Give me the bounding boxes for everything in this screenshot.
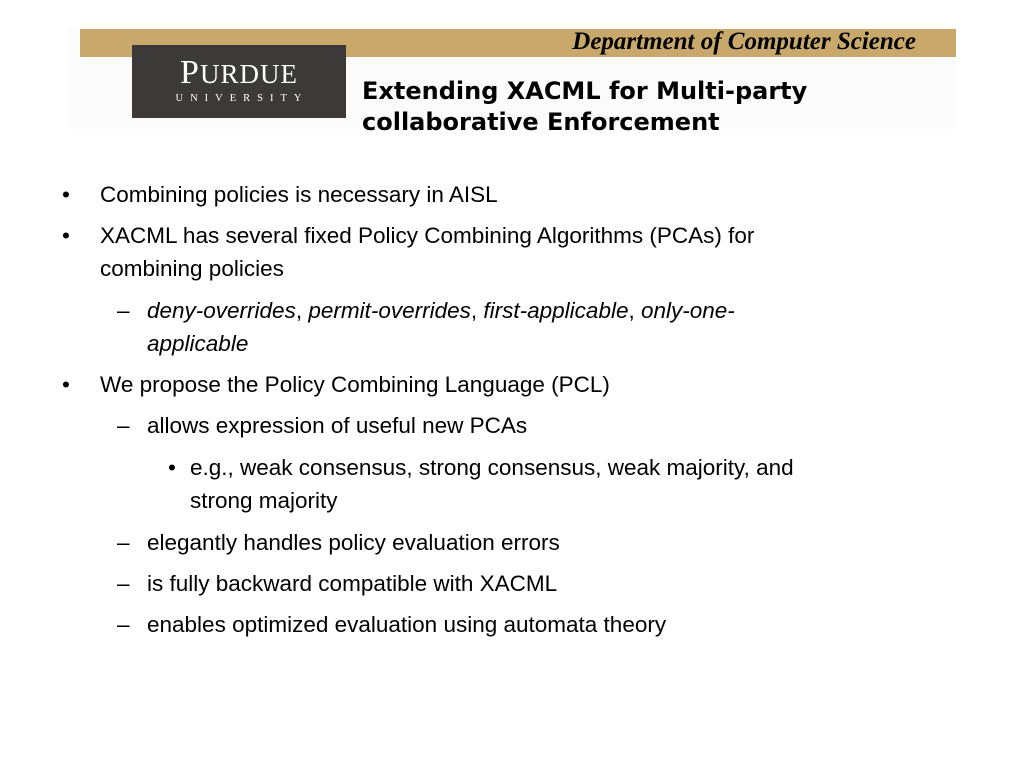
dash-marker: – bbox=[117, 612, 130, 637]
department-label: Department of Computer Science bbox=[572, 28, 916, 55]
dash-marker: – bbox=[117, 298, 130, 323]
bullet-3: We propose the Policy Combining Language (PCL) bbox=[100, 372, 610, 397]
bullet-3-sub-1-sub-1-line1: e.g., weak consensus, strong consensus, weak majority, and bbox=[190, 455, 794, 480]
dash-marker: – bbox=[117, 530, 130, 555]
bullet-2-line1: XACML has several fixed Policy Combining Algorithms (PCAs) for bbox=[100, 223, 755, 248]
bullet-3-sub-2: elegantly handles policy evaluation errors bbox=[147, 530, 560, 555]
bullet-marker: • bbox=[62, 182, 70, 207]
bullet-3-sub-3: is fully backward compatible with XACML bbox=[147, 571, 558, 596]
bullet-2-sub-1-line2: applicable bbox=[147, 331, 249, 356]
slide-title-line2: collaborative Enforcement bbox=[362, 108, 720, 136]
bullet-1: Combining policies is necessary in AISL bbox=[100, 182, 498, 207]
dash-marker: – bbox=[117, 571, 130, 596]
bullet-2-sub-1-line1: deny-overrides, permit-overrides, first-applicable, only-one- bbox=[147, 298, 735, 323]
bullet-3-sub-4: enables optimized evaluation using automata theory bbox=[147, 612, 667, 637]
logo-subtitle: UNIVERSITY bbox=[175, 93, 309, 104]
bullet-marker: • bbox=[62, 223, 70, 248]
bullet-3-sub-1-sub-1-line2: strong majority bbox=[190, 488, 338, 513]
bullet-3-sub-1: allows expression of useful new PCAs bbox=[147, 413, 528, 438]
bullet-2-line2: combining policies bbox=[100, 256, 284, 281]
bullet-marker: • bbox=[62, 372, 70, 397]
slide-title-line1: Extending XACML for Multi-party bbox=[362, 77, 808, 105]
dash-marker: – bbox=[117, 413, 130, 438]
logo-wordmark: PURDUE bbox=[180, 54, 298, 91]
bullet-marker: • bbox=[168, 455, 176, 480]
